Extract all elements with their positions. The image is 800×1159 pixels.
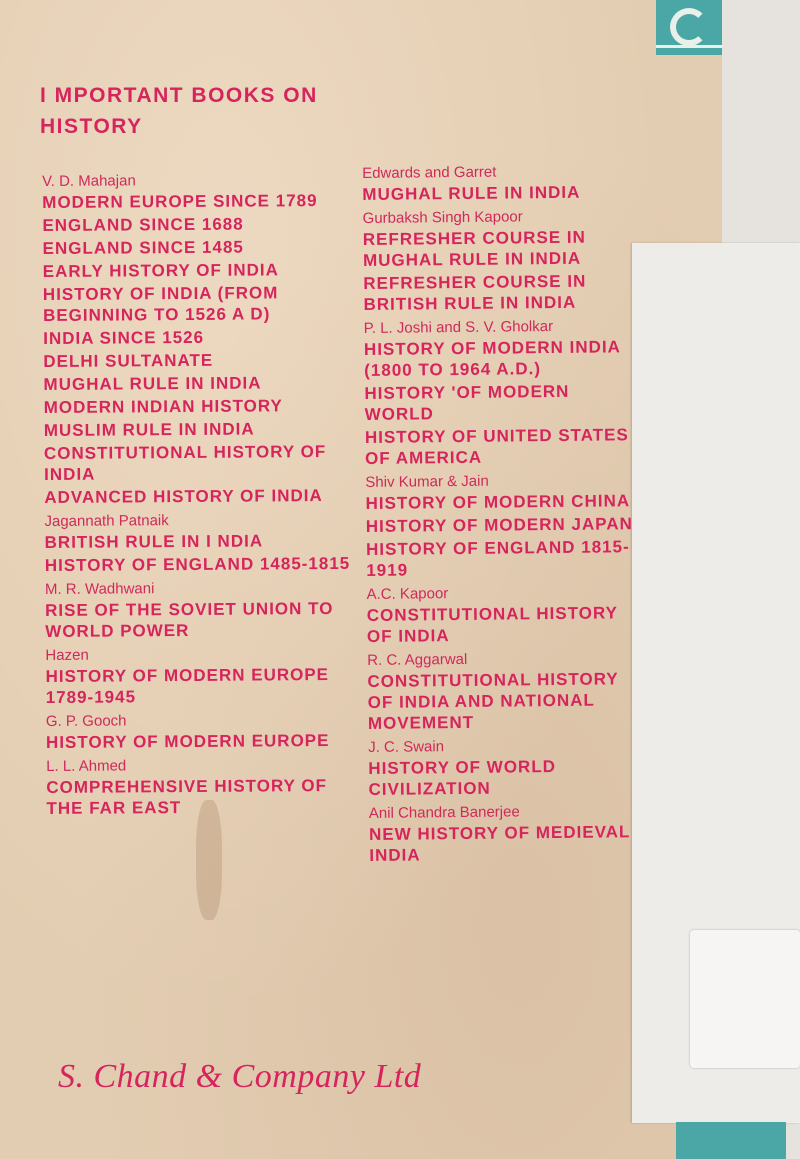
book-title: HISTORY OF MODERN EUROPE 1789-1945 [45,665,330,707]
author-name: R. C. Aggarwal [367,650,468,669]
publisher-name: S. Chand & Company Ltd [58,1058,422,1095]
book-title: MUGHAL RULE IN INDIA [43,373,262,394]
author-name: V. D. Mahajan [42,172,136,190]
book-title: HISTORY OF UNITED STATES OF AMERICA [364,425,629,468]
book-title: HISTORY 'OF MODERN WORLD [364,381,570,424]
book-title: HISTORY OF WORLD CIVILIZATION [368,757,557,799]
book-title: HISTORY OF MODERN CHINA [365,491,631,513]
author-name: Jagannath Patnaik [44,512,169,530]
book-title: REFRESHER COURSE IN MUGHAL RULE IN INDIA [362,227,586,270]
book-title: COMPREHENSIVE HISTORY OF THE FAR EAST [46,776,328,818]
book-title: ENGLAND SINCE 1688 [42,214,244,235]
teal-front-cover-edge-bottom [676,1122,786,1159]
book-title: ADVANCED HISTORY OF INDIA [44,486,323,507]
book-title: MODERN EUROPE SINCE 1789 [42,191,318,212]
book-title: HISTORY OF ENGLAND 1815-1919 [365,537,630,580]
cover-edge-stripe [656,45,730,48]
book-title: HISTORY OF MODERN EUROPE [45,731,330,752]
author-name: Gurbaksh Singh Kapoor [362,208,523,227]
left-book-column [42,166,367,821]
author-name: G. P. Gooch [45,712,127,730]
book-title: NEW HISTORY OF MEDIEVAL INDIA [368,822,631,865]
author-name: Hazen [45,646,89,664]
book-title: CONSTITUTIONAL HISTORY OF INDIA [366,603,618,646]
book-title: CONSTITUTIONAL HISTORY OF INDIA [43,442,327,484]
book-title: HISTORY OF INDIA (FROM BEGINNING TO 1526 A D) [42,283,279,325]
book-title: CONSTITUTIONAL HISTORY OF INDIA AND NATIONAL MOVEMENT [367,669,619,733]
author-name: Shiv Kumar & Jain [365,472,489,491]
book-title: HISTORY OF ENGLAND 1485-1815 [44,553,351,575]
book-title: REFRESHER COURSE IN BRITISH RULE IN INDIA [363,271,587,314]
book-title: HISTORY OF MODERN JAPAN [365,514,633,536]
book-title: RISE OF THE SOVIET UNION TO WORLD POWER [45,598,334,641]
right-book-column [362,157,641,868]
book-title: DELHI SULTANATE [43,350,214,371]
book-title: EARLY HISTORY OF INDIA [42,260,279,281]
author-name: A.C. Kapoor [366,585,449,603]
book-title: ENGLAND SINCE 1485 [42,237,244,258]
book-title: HISTORY OF MODERN INDIA (1800 TO 1964 A.D.) [363,337,621,380]
book-title: INDIA SINCE 1526 [43,327,205,348]
author-name: P. L. Joshi and S. V. Gholkar [363,318,554,337]
author-name: M. R. Wadhwani [44,580,155,598]
author-name: J. C. Swain [368,738,445,756]
author-name: L. L. Ahmed [46,757,127,775]
book-title: BRITISH RULE IN I NDIA [44,531,264,552]
page-title: I MPORTANT BOOKS ON HISTORY [40,84,318,138]
book-title: MODERN INDIAN HISTORY [43,396,283,417]
author-name: Edwards and Garret [362,163,497,182]
book-title: MUGHAL RULE IN INDIA [362,182,581,204]
book-title: MUSLIM RULE IN INDIA [43,419,255,440]
author-name: Anil Chandra Banerjee [368,803,520,822]
sticker-tab [690,930,800,1068]
